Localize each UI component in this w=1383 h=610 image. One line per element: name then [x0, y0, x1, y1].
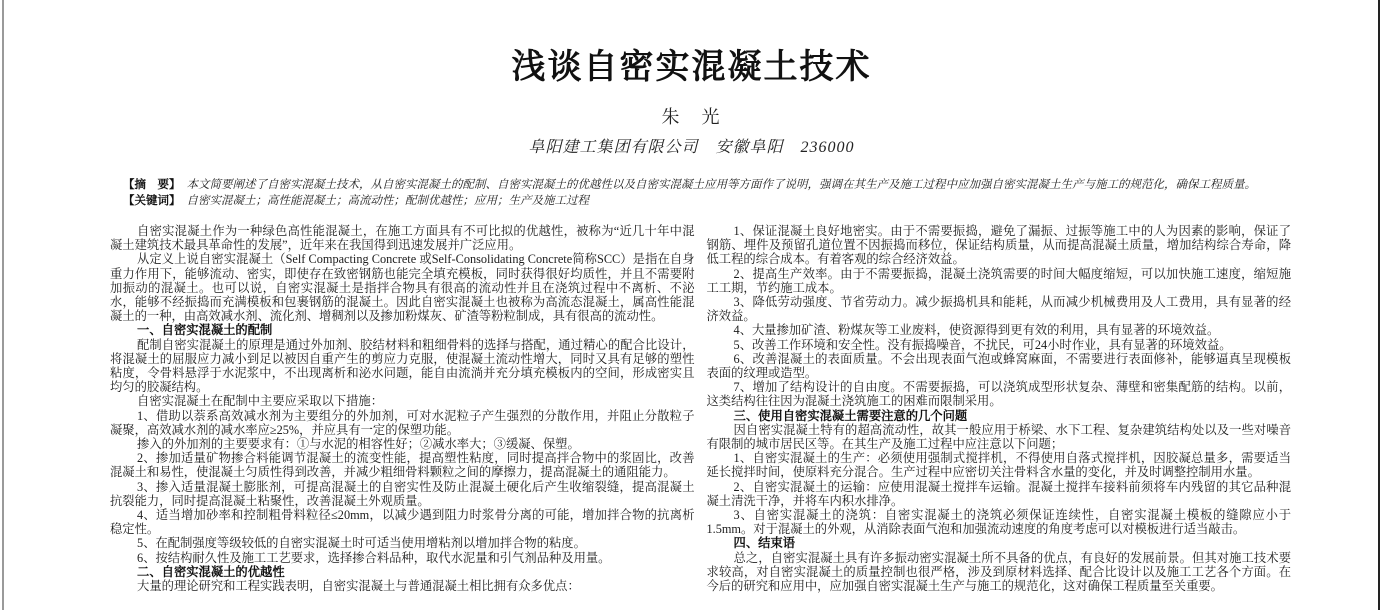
section-heading: 四、结束语 [733, 536, 796, 551]
paragraph: 5、改善工作环境和安全性。没有振捣噪音，不扰民，可24小时作业，具有显著的环境效益。 [733, 337, 1232, 352]
page-right-border [1378, 0, 1380, 610]
paper-header [0, 0, 1383, 157]
paragraph: 自密实混凝土在配制中主要应采取以下措施： [137, 394, 383, 409]
paragraph: 大量的理论研究和工程实践表明，自密实混凝土与普通混凝土相比拥有众多优点： [137, 579, 580, 594]
section-heading: 二、自密实混凝土的优越性 [137, 564, 285, 579]
right-column [707, 224, 1292, 593]
paragraph: 掺入的外加剂的主要要求有：①与水泥的相容性好；②减水率大；③缓凝、保塑。 [137, 437, 580, 452]
paragraph: 因自密实混凝土特有的超高流动性，故其一般应用于桥梁、水下工程、复杂建筑结构处以及一些对噪音有限制的城市居民区等。在其生产及施工过程中应注意以下问题； [706, 422, 1291, 452]
paragraph: 3、自密实混凝土的浇筑：自密实混凝土的浇筑必须保证连续性，自密实混凝土模板的缝隙应小于1.5mm。对于混凝土的外观，从消除表面气泡和加强流动速度的角度考虑可以对模板进行适当敲击。 [706, 508, 1291, 537]
affiliation: 阜阳建工集团有限公司 安徽阜阳 236000 [528, 139, 855, 156]
left-column [110, 224, 695, 593]
paragraph: 2、提高生产效率。由于不需要振捣，混凝土浇筑需要的时间大幅度缩短，可以加快施工速度，缩短施工工期，节约施工成本。 [706, 266, 1291, 295]
paragraph: 1、自密实混凝土的生产：必须使用强制式搅拌机，不得使用自落式搅拌机，因胶凝总量多，需要适当延长搅拌时间，使原料充分混合。生产过程中应密切关注骨料含水量的变化，并及时调整控制用水量。 [706, 451, 1291, 480]
paragraph: 4、适当增加砂率和控制粗骨料粒径≤20mm，以减少遇到阻力时浆骨分离的可能，增加拌合物的抗离析稳定性。 [110, 508, 695, 537]
paragraph: 6、按结构耐久性及施工工艺要求，选择掺合料品种，取代水泥量和引气剂品种及用量。 [137, 550, 611, 565]
paragraph: 5、在配制强度等级较低的自密实混凝土时可适当使用增粘剂以增加拌合物的粘度。 [137, 536, 586, 551]
paragraph: 2、掺加适量矿物掺合料能调节混凝土的流变性能，提高塑性粘度，同时提高拌合物中的浆固比，改善混凝土和易性，使混凝土匀质性得到改善，并减少粗细骨料颗粒之间的摩擦力，提高混凝土的通阻能力。 [110, 451, 695, 480]
paragraph: 自密实混凝土作为一种绿色高性能混凝土，在施工方面具有不可比拟的优越性，被称为“近几十年中混凝土建筑技术最具革命性的发展”，近年来在我国得到迅速发展并广泛应用。 [110, 224, 695, 253]
abstract-keywords-block [123, 177, 1256, 209]
paragraph: 7、增加了结构设计的自由度。不需要振捣，可以浇筑成型形状复杂、薄壁和密集配筋的结构。以前，这类结构往往因为混凝土浇筑施工的困难而限制采用。 [706, 380, 1291, 409]
abstract-row [123, 177, 1256, 193]
paragraph: 1、借助以萘系高效减水剂为主要组分的外加剂，可对水泥粒子产生强烈的分散作用，并阻止分散粒子凝聚，高效减水剂的减水率应≥25%，并应具有一定的保塑功能。 [110, 408, 695, 437]
keywords-row [123, 193, 1248, 209]
paragraph: 总之，自密实混凝土具有许多振动密实混凝土所不具备的优点，有良好的发展前景。但其对施工技术要求较高，对自密实混凝土的质量控制也很严格，涉及到原材料选择、配合比设计以及施工工艺各个方面。在今后的研究和应用中，应加强自密实混凝土生产与施工的规范化，这对确保工程质量至关重要。 [706, 550, 1291, 594]
paragraph: 1、保证混凝土良好地密实。由于不需要振捣，避免了漏振、过振等施工中的人为因素的影响，保证了钢筋、埋件及预留孔道位置不因振捣而移位，保证结构质量，从而提高混凝土质量，增加结构综合寿命，降低工程的综合成本。有着客观的综合经济效益。 [706, 224, 1291, 267]
paragraph: 4、大量掺加矿渣、粉煤灰等工业废料，使资源得到更有效的利用，具有显著的环境效益。 [733, 323, 1220, 338]
keywords-text: 自密实混凝土；高性能混凝土；高流动性；配制优越性；应用；生产及施工过程 [186, 195, 589, 207]
paragraph: 配制自密实混凝土的原理是通过外加剂、胶结材料和粗细骨料的选择与搭配，通过精心的配合比设计，将混凝土的屈服应力减小到足以被因自重产生的剪应力克服，使混凝土流动性增大，同时又具有足够的塑性粘度，令骨料悬浮于水泥浆中，不出现离析和泌水问题，能自由流淌并充分填充模板内的空间，形成密实且均匀的胶凝结构。 [110, 337, 695, 395]
paragraph: 从定义上说自密实混凝土（Self Compacting Concrete 或Self-Consolidating Concrete简称SCC）是指在自身重力作用下，能够流动、密实，即使存在致密钢筋也能完全填充模板，同时获得很好均质性，并且不需要附加振动的混凝土。也可以说，自密实混凝土是指拌合物具有很高的流动性并且在浇筑过程中不离析、不泌水，能够不经振捣而充满模板和包裹钢筋的混凝土。因此自密实混凝土也被称为高流态混凝土，属高性能混凝土的一种，由高效减水剂、流化剂、增稠剂以及掺加粉煤灰、矿渣等粉粒制成，具有很高的流动性。 [110, 252, 695, 324]
section-heading: 三、使用自密实混凝土需要注意的几个问题 [733, 408, 968, 423]
abstract-label: 【摘 要】 [123, 179, 181, 191]
body-columns [110, 224, 1291, 593]
abstract-text: 本文简要阐述了自密实混凝土技术，从自密实混凝土的配制、自密实混凝土的优越性以及自密实混凝土应用等方面作了说明，强调在其生产及施工过程中应加强自密实混凝土生产与施工的规范化，确保工程质量。 [186, 179, 1256, 191]
paragraph: 3、降低劳动强度、节省劳动力。减少振捣机具和能耗，从而减少机械费用及人工费用，具有显著的经济效益。 [706, 295, 1291, 324]
paragraph: 2、自密实混凝土的运输：应使用混凝土搅拌车运输。混凝土搅拌车接料前须将车内残留的其它品种混凝土清洗干净，并将车内积水排净。 [706, 479, 1291, 508]
paragraph: 3、掺入适量混凝土膨胀剂，可提高混凝土的自密实性及防止混凝土硬化后产生收缩裂缝，提高混凝土抗裂能力，同时提高混凝土粘聚性，改善混凝土外观质量。 [110, 479, 695, 508]
section-heading: 一、自密实混凝土的配制 [137, 323, 273, 338]
page-title: 浅谈自密实混凝土技术 [511, 49, 872, 86]
page-left-border [2, 0, 4, 610]
keywords-label: 【关键词】 [123, 195, 181, 207]
paragraph: 6、改善混凝土的表面质量。不会出现表面气泡或蜂窝麻面，不需要进行表面修补，能够逼真呈现模板表面的纹理或造型。 [706, 351, 1291, 381]
author-name: 朱 光 [661, 107, 722, 127]
